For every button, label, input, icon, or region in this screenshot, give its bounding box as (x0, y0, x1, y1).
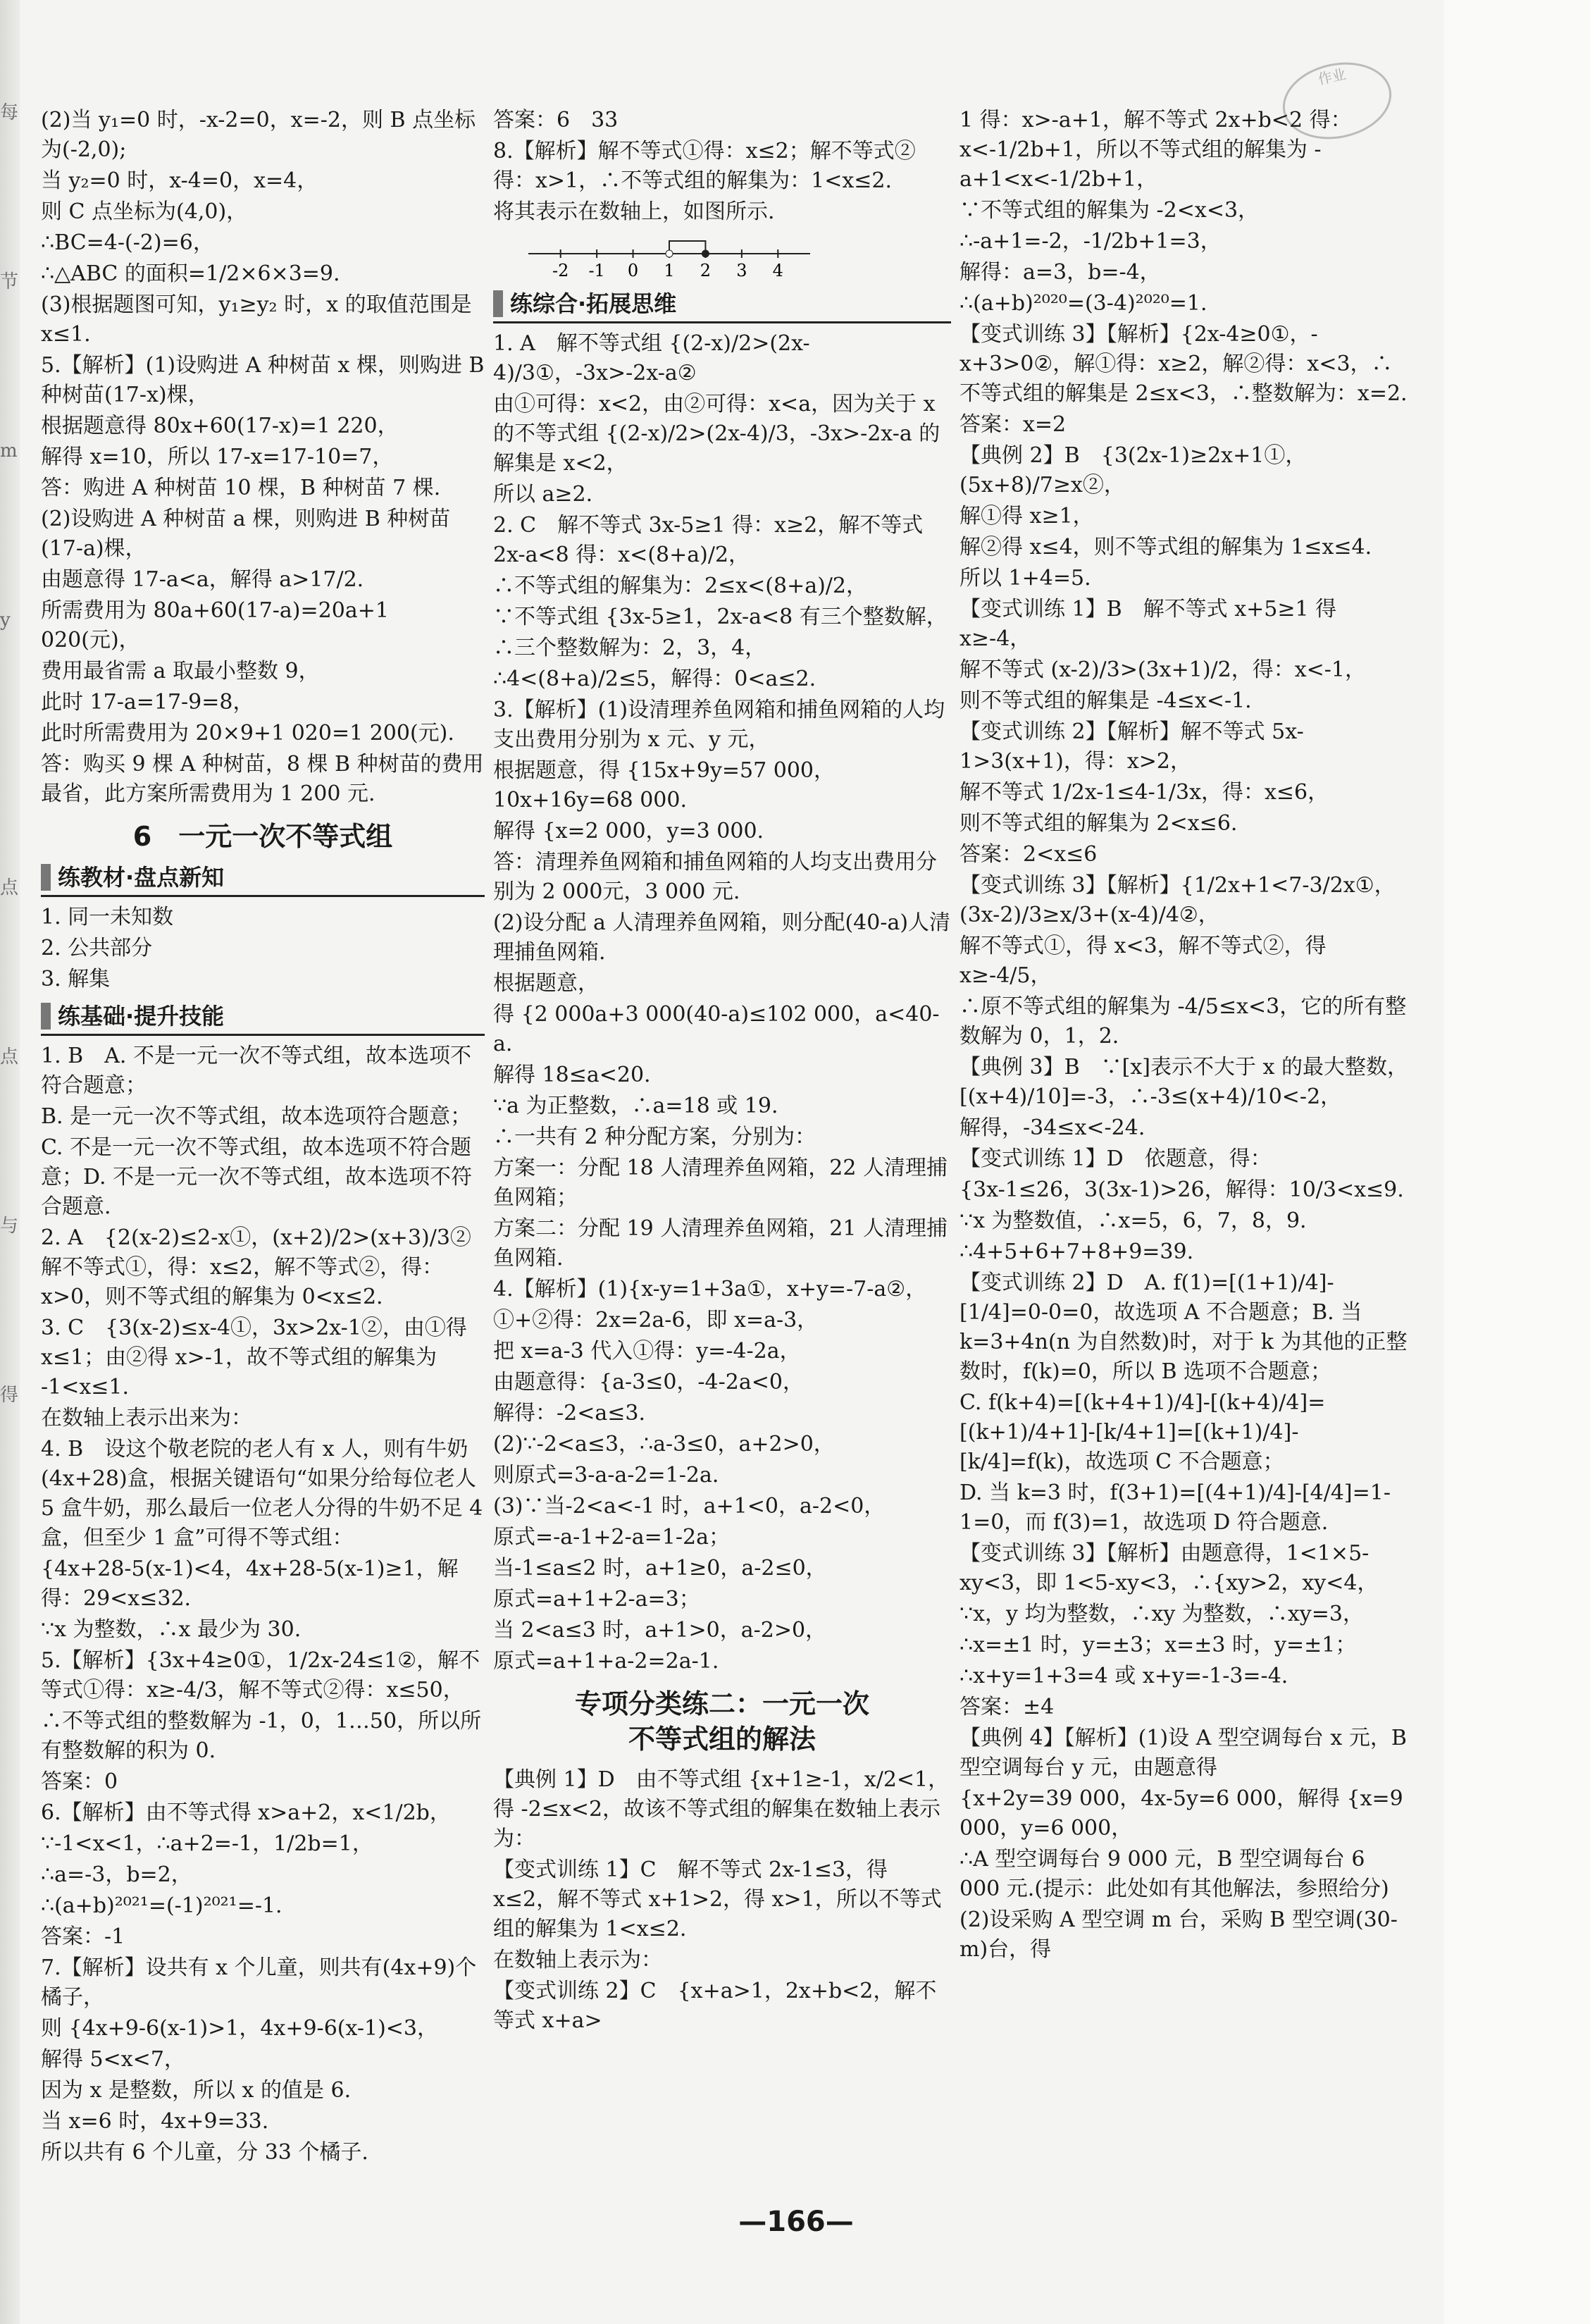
jichu-list (41, 1042, 492, 2168)
answer-line: 【变式训练 3】【解析】{1/2x+1<7-3/2x①，(3x-2)/3≥x/3+(x-4)/4②， (959, 873, 1396, 927)
answer-line: 解得，-34≤x<-24. (959, 1115, 1145, 1140)
answer-line: 【变式训练 1】B 解不等式 x+5≥1 得 x≥-4， (959, 597, 1343, 651)
answer-line: 解不等式 1/2x-1≤4-1/3x，得：x≤6， (959, 780, 1329, 805)
tick-label: -1 (588, 261, 605, 280)
answer-line: 根据题意得 80x+60(17-x)=1 220， (41, 414, 399, 438)
answer-line: ∵x 为整数，∴x 最少为 30. (41, 1617, 302, 1642)
margin-char: 得 (0, 1385, 19, 1406)
section-header-jichu (41, 1001, 485, 1036)
answer-line: 所以 1+4=5. (959, 566, 1091, 591)
margin-char: m (0, 440, 18, 462)
answer-line: 7.【解析】设共有 x 个儿童，则共有(4x+9)个橘子， (41, 1955, 477, 2010)
section-label: 练综合·拓展思维 (510, 290, 677, 317)
answer-line: 【变式训练 1】D 依题意，得： (959, 1146, 1272, 1171)
answer-line: ∴4<(8+a)/2≤5，解得：0<a≤2. (493, 667, 816, 691)
answer-line: (3)∵当-2<a<-1 时，a+1<0，a-2<0， (493, 1494, 886, 1519)
answer-line: 当-1≤a≤2 时，a+1≥0，a-2≤0， (493, 1556, 827, 1581)
answer-line: 在数轴上表示为： (493, 1948, 662, 1972)
answer-line: 【典例 3】B ∵[x]表示不大于 x 的最大整数，[(x+4)/10]=-3，∴-3≤(x+4)/10<-2， (959, 1055, 1408, 1109)
answer-line: 2. C 解不等式 3x-5≥1 得：x≥2，解不等式 2x-a<8 得：x<(8+a)/2， (493, 513, 930, 567)
answer-line: ∴-a+1=-2，-1/2b+1=3， (959, 229, 1222, 254)
answer-line: 根据题意， (493, 971, 599, 996)
right-margin (1444, 0, 1590, 2324)
tick-label: 1 (664, 261, 675, 280)
answer-line: 6.【解析】由不等式得 x>a+2，x<1/2b， (41, 1800, 451, 1825)
answer-line: ∵x，y 均为整数，∴xy 为整数，∴xy=3， (959, 1602, 1364, 1626)
answer-line: 解得：-2<a≤3. (493, 1401, 646, 1426)
answer-line: 【典例 2】B {3(2x-1)≥2x+1①，(5x+8)/7≥x②， (959, 443, 1307, 497)
answer-line: 答案：x=2 (959, 412, 1067, 437)
answer-line: 在数轴上表示出来为： (41, 1406, 252, 1430)
column-2 (493, 106, 951, 2037)
answer-line: 答：购进 A 种树苗 10 棵，B 种树苗 7 棵. (41, 476, 441, 500)
answer-line: 2. A {2(x-2)≤2-x①，(x+2)/2>(x+3)/3② 解不等式①，得：x≤2，解不等式②，得：x>0，则不等式组的解集为 0<x≤2. (41, 1225, 492, 1309)
answer-line: 则不等式组的解集是 -4≤x<-1. (959, 688, 1252, 713)
answer-line: 解不等式①，得 x<3，解不等式②，得 x≥-4/5， (959, 934, 1334, 988)
column-3 (959, 106, 1414, 1966)
answer-line: 由①可得：x<2，由②可得：x<a，因为关于 x 的不等式组 {(2-x)/2>(2x-4)/3，-3x>-2x-a 的解集是 x<2， (493, 392, 943, 476)
answer-line: 【变式训练 3】【解析】由题意得，1<1×5-xy<3，即 1<5-xy<3，∴{xy>2，xy<4， (959, 1541, 1379, 1595)
panjiao-item: 3. 解集 (41, 967, 111, 991)
answer-line: ∴不等式组的整数解为 -1，0，1…50，所以所有整数解的积为 0. (41, 1709, 482, 1763)
answer-line: (3)根据题图可知，y₁≥y₂ 时，x 的取值范围是 x≤1. (41, 292, 479, 347)
section-label: 练基础·提升技能 (58, 1003, 225, 1030)
answer-line: 由题意得 17-a<a，解得 a>17/2. (41, 567, 364, 592)
answer-line: 答案：0 (41, 1769, 118, 1794)
page-number: —166— (738, 2206, 854, 2238)
answer-line: 解不等式 (x-2)/3>(3x+1)/2，得：x<-1， (959, 657, 1367, 682)
answer-line: 答：购买 9 棵 A 种树苗，8 棵 B 种树苗的费用最省，此方案所需费用为 1 200 元. (41, 752, 484, 806)
tick-label: 3 (736, 261, 747, 280)
open-endpoint (666, 250, 673, 257)
answer-line: 4. B 设这个敬老院的老人有 x 人，则有牛奶(4x+28)盒，根据关键语句“如果分给每位老人 5 盒牛奶，那么最后一位老人分得的牛奶不足 4 盒，但至少 1 盒”可得不等式组： (41, 1437, 490, 1550)
answer-line: 3. C {3(x-2)≤x-4①，3x>2x-1②，由①得 x≤1；由②得 x>-1，故不等式组的解集为 -1<x≤1. (41, 1316, 474, 1399)
answer-line: 原式=a+1+a-2=2a-1. (493, 1649, 719, 1674)
special-title-line-2: 不等式组的解法 (628, 1724, 816, 1755)
special-list (493, 1765, 951, 2036)
col1-top-answers (41, 106, 491, 809)
answer-line: B. 是一元一次不等式组，故本选项符合题意； (41, 1104, 472, 1129)
answer-line: 【变式训练 1】C 解不等式 2x-1≤3，得 x≤2，解不等式 x+1>2，得 x>1，所以不等式组的解集为 1<x≤2. (493, 1858, 942, 1941)
answer-line: 方案一：分配 18 人清理养鱼网箱，22 人清理捕鱼网箱； (493, 1156, 948, 1210)
answer-line: 则 C 点坐标为(4,0)， (41, 199, 248, 224)
answer-line: 所需费用为 80a+60(17-a)=20a+1 020(元)， (41, 598, 396, 653)
special-title (493, 1686, 951, 1757)
margin-char: 每 (0, 102, 19, 123)
answer-line: 【变式训练 2】【解析】解不等式 5x-1>3(x+1)，得：x>2， (959, 719, 1304, 774)
answer-line: (2)∵-2<a≤3，∴a-3≤0，a+2>0， (493, 1432, 835, 1457)
zonghe-list (493, 329, 951, 1676)
answer-line: 【典例 4】【解析】(1)设 A 型空调每台 x 元，B 型空调每台 y 元，由题意得 (959, 1726, 1414, 1780)
answer-line: 根据题意，得 {15x+9y=57 000，10x+16y=68 000. (493, 758, 835, 812)
answer-line: 得 {2 000a+3 000(40-a)≤102 000，a<40-a. (493, 1002, 940, 1056)
answer-line: {x+2y=39 000，4x-5y=6 000，解得 {x=9 000，y=6 000， (959, 1786, 1410, 1841)
answer-line: ①+②得：2x=2a-6，即 x=a-3， (493, 1308, 819, 1333)
answer-line: (2)当 y₁=0 时，-x-2=0，x=-2，则 B 点坐标为(-2,0); (41, 108, 476, 162)
margin-char: 与 (0, 1216, 19, 1237)
answer-line: ∴a=-3，b=2， (41, 1862, 192, 1887)
section-label: 练教材·盘点新知 (58, 864, 225, 891)
special-title-line-1: 专项分类练二：一元一次 (574, 1688, 869, 1719)
answer-line: 解得：a=3，b=-4， (959, 260, 1161, 285)
section-marker-icon (41, 1003, 51, 1030)
section-marker-icon (41, 864, 51, 891)
answer-line: 解得 18≤a<20. (493, 1063, 651, 1087)
answer-line: 5.【解析】(1)设购进 A 种树苗 x 棵，则购进 B 种树苗(17-x)棵， (41, 353, 491, 407)
answer-line: ∴(a+b)²⁰²¹=(-1)²⁰²¹=-1. (41, 1893, 282, 1918)
answer-line: ∴(a+b)²⁰²⁰=(3-4)²⁰²⁰=1. (959, 291, 1207, 316)
answer-line: (2)设购进 A 种树苗 a 棵，则购进 B 种树苗(17-a)棵， (41, 507, 451, 561)
answer-line: 则原式=3-a-a-2=1-2a. (493, 1463, 719, 1488)
answer-line: 【变式训练 2】D A. f(1)=[(1+1)/4]-[1/4]=0-0=0，故选项 A 不合题意；B. 当 k=3+4n(n 为自然数)时，对于 k 为其他的正整数时，f(k)=0，所以 B 选项不合题意； (959, 1271, 1408, 1384)
answer-line: (2)设采购 A 型空调 m 台，采购 B 型空调(30-m)台，得 (959, 1908, 1398, 1962)
answer-line: 原式=a+1+2-a=3； (493, 1587, 700, 1612)
answer-line: 当 x=6 时，4x+9=33. (41, 2109, 269, 2134)
answer-line: ∴一共有 2 种分配方案，分别为： (493, 1125, 816, 1149)
answer-line: D. 当 k=3 时，f(3+1)=[(4+1)/4]-[4/4]=1-1=0，而 f(3)=1，故选项 D 符合题意. (959, 1481, 1391, 1535)
answer-line: ∴△ABC 的面积=1/2×6×3=9. (41, 261, 340, 286)
answer-line: 所以共有 6 个儿童，分 33 个橘子. (41, 2140, 368, 2165)
answer-line: 1. A 解不等式组 {(2-x)/2>(2x-4)/3①，-3x>-2x-a② (493, 331, 810, 385)
margin-column (0, 92, 18, 1543)
answer-line: 3.【解析】(1)设清理养鱼网箱和捕鱼网箱的人均支出费用分别为 x 元、y 元， (493, 698, 945, 752)
answer-line: 【典例 1】D 由不等式组 {x+1≥-1，x/2<1，得 -2≤x<2，故该不等式组的解集在数轴上表示为： (493, 1767, 950, 1851)
answer-line: 由题意得：{a-3≤0，-4-2a<0， (493, 1370, 804, 1395)
answer-line: C. f(k+4)=[(k+4+1)/4]-[(k+4)/4]=[(k+1)/4+1]-[k/4+1]=[(k+1)/4]-[k/4]=f(k)，故选项 C 不合题意； (959, 1390, 1326, 1474)
answer-line: 4.【解析】(1){x-y=1+3a①，x+y=-7-a②， (493, 1277, 927, 1302)
answer-line: 8.【解析】解不等式①得：x≤2；解不等式②得：x>1，∴不等式组的解集为：1<x≤2. (493, 139, 916, 193)
answer-line: 此时 17-a=17-9=8， (41, 690, 254, 715)
answer-line: 答案：6 33 (493, 108, 619, 132)
answer-line: 1 得：x>-a+1，解不等式 2x+b<2 得：x<-1/2b+1，所以不等式组的解集为 -a+1<x<-1/2b+1， (959, 108, 1352, 192)
column-1 (41, 106, 492, 2169)
answer-line: 答：清理养鱼网箱和捕鱼网箱的人均支出费用分别为 2 000元，3 000 元. (493, 850, 937, 904)
answer-line: ∵x 为整数值，∴x=5，6，7，8，9. (959, 1209, 1307, 1233)
answer-line: 【变式训练 3】【解析】{2x-4≥0①，-x+3>0②，解①得：x≥2，解②得：x<3，∴不等式组的解集是 2≤x<3，∴整数解为：x=2. (959, 322, 1408, 406)
answer-line: ∴A 型空调每台 9 000 元，B 型空调每台 6 000 元.(提示：此处如有其他解法，参照给分) (959, 1847, 1389, 1901)
answer-line: 所以 a≥2. (493, 482, 593, 507)
margin-char: y (0, 610, 11, 631)
col3-list (959, 106, 1414, 1965)
answer-line: 当 2<a≤3 时，a+1>0，a-2>0， (493, 1618, 827, 1643)
answer-line: 则不等式组的解集为 2<x≤6. (959, 811, 1238, 836)
answer-line: ∵a 为正整数，∴a=18 或 19. (493, 1094, 778, 1118)
answer-line: ∴三个整数解为：2，3，4， (493, 636, 766, 660)
closed-endpoint (702, 250, 709, 257)
answer-line: 此时所需费用为 20×9+1 020=1 200(元). (41, 721, 454, 746)
answer-line: 因为 x 是整数，所以 x 的值是 6. (41, 2078, 352, 2103)
answer-line: ∴原不等式组的解集为 -4/5≤x<3，它的所有整数解为 0，1，2. (959, 994, 1407, 1049)
answer-line: 方案二：分配 19 人清理养鱼网箱，21 人清理捕鱼网箱. (493, 1216, 948, 1271)
answer-line: 当 y₂=0 时，x-4=0，x=4， (41, 168, 318, 193)
answer-line: 答案：2<x≤6 (959, 842, 1098, 867)
solution-bracket (669, 241, 705, 254)
section-6-title: 6 一元一次不等式组 (132, 821, 393, 852)
answer-line: ∵不等式组的解集为 -2<x<3， (959, 198, 1260, 223)
answer-line: 答案：±4 (959, 1695, 1055, 1719)
number-line-b (521, 233, 817, 282)
answer-line: ∵-1<x<1，∴a+2=-1，1/2b=1， (41, 1831, 373, 1856)
section-header-zonghe (493, 289, 951, 323)
answer-line: 费用最省需 a 取最小整数 9， (41, 659, 320, 684)
margin-char: 节 (0, 271, 19, 292)
section-marker-icon (493, 290, 503, 317)
answer-line: ∴x+y=1+3=4 或 x+y=-1-3=-4. (959, 1664, 1288, 1688)
margin-char: 点 (0, 1046, 19, 1068)
answer-line: 原式=-a-1+2-a=1-2a； (493, 1525, 730, 1550)
section-header-panjiao (41, 863, 485, 897)
answer-line: ∴x=±1 时，y=±3；x=±3 时，y=±1； (959, 1633, 1357, 1657)
answer-line: ∵不等式组 {3x-5≥1，2x-a<8 有三个整数解， (493, 605, 948, 629)
answer-line: 把 x=a-3 代入①得：y=-4-2a， (493, 1339, 801, 1364)
answer-line: 则 {4x+9-6(x-1)>1，4x+9-6(x-1)<3， (41, 2016, 439, 2041)
stamp-text: 作业 (1316, 65, 1348, 88)
tick-label: 2 (700, 261, 712, 280)
answer-line: 解得 {x=2 000，y=3 000. (493, 819, 764, 843)
answer-line: {3x-1≤26，3(3x-1)>26，解得：10/3<x≤9. (959, 1178, 1404, 1202)
answer-line: (2)设分配 a 人清理养鱼网箱，则分配(40-a)人清理捕鱼网箱. (493, 910, 951, 965)
answer-line: ∴4+5+6+7+8+9=39. (959, 1240, 1194, 1264)
answer-line: 解得 x=10，所以 17-x=17-10=7， (41, 445, 394, 469)
tick-label: 4 (772, 261, 783, 280)
panjiao-item: 1. 同一未知数 (41, 905, 174, 929)
answer-line: 解②得 x≤4，则不等式组的解集为 1≤x≤4. (959, 535, 1372, 560)
col2-top (493, 106, 951, 227)
answer-line: 将其表示在数轴上，如图所示. (493, 199, 775, 224)
answer-line: 解得 5<x<7， (41, 2047, 185, 2072)
answer-line: 解①得 x≥1， (959, 504, 1094, 529)
tick-label: 0 (627, 261, 639, 280)
answer-line: 答案：-1 (41, 1924, 125, 1949)
margin-char: 点 (0, 877, 19, 898)
answer-line: {4x+28-5(x-1)<4，4x+28-5(x-1)≥1，解得：29<x≤32. (41, 1557, 459, 1611)
panjiao-item: 2. 公共部分 (41, 936, 153, 960)
answer-line: ∴不等式组的解集为：2≤x<(8+a)/2， (493, 574, 867, 598)
answer-line: ∴BC=4-(-2)=6， (41, 230, 214, 255)
answer-line: C. 不是一元一次不等式组，故本选项不符合题意；D. 不是一元一次不等式组，故本选项不符合题意. (41, 1135, 473, 1219)
answer-line: 1. B A. 不是一元一次不等式组，故本选项不符合题意； (41, 1044, 471, 1098)
tick-label: -2 (552, 261, 569, 280)
answer-line: 5.【解析】{3x+4≥0①，1/2x-24≤1②，解不等式①得：x≥-4/3，解不等式②得：x≤50， (41, 1648, 480, 1702)
answer-line: 【变式训练 2】C {x+a>1，2x+b<2，解不等式 x+a> (493, 1979, 937, 2033)
panjiao-list (41, 903, 485, 994)
